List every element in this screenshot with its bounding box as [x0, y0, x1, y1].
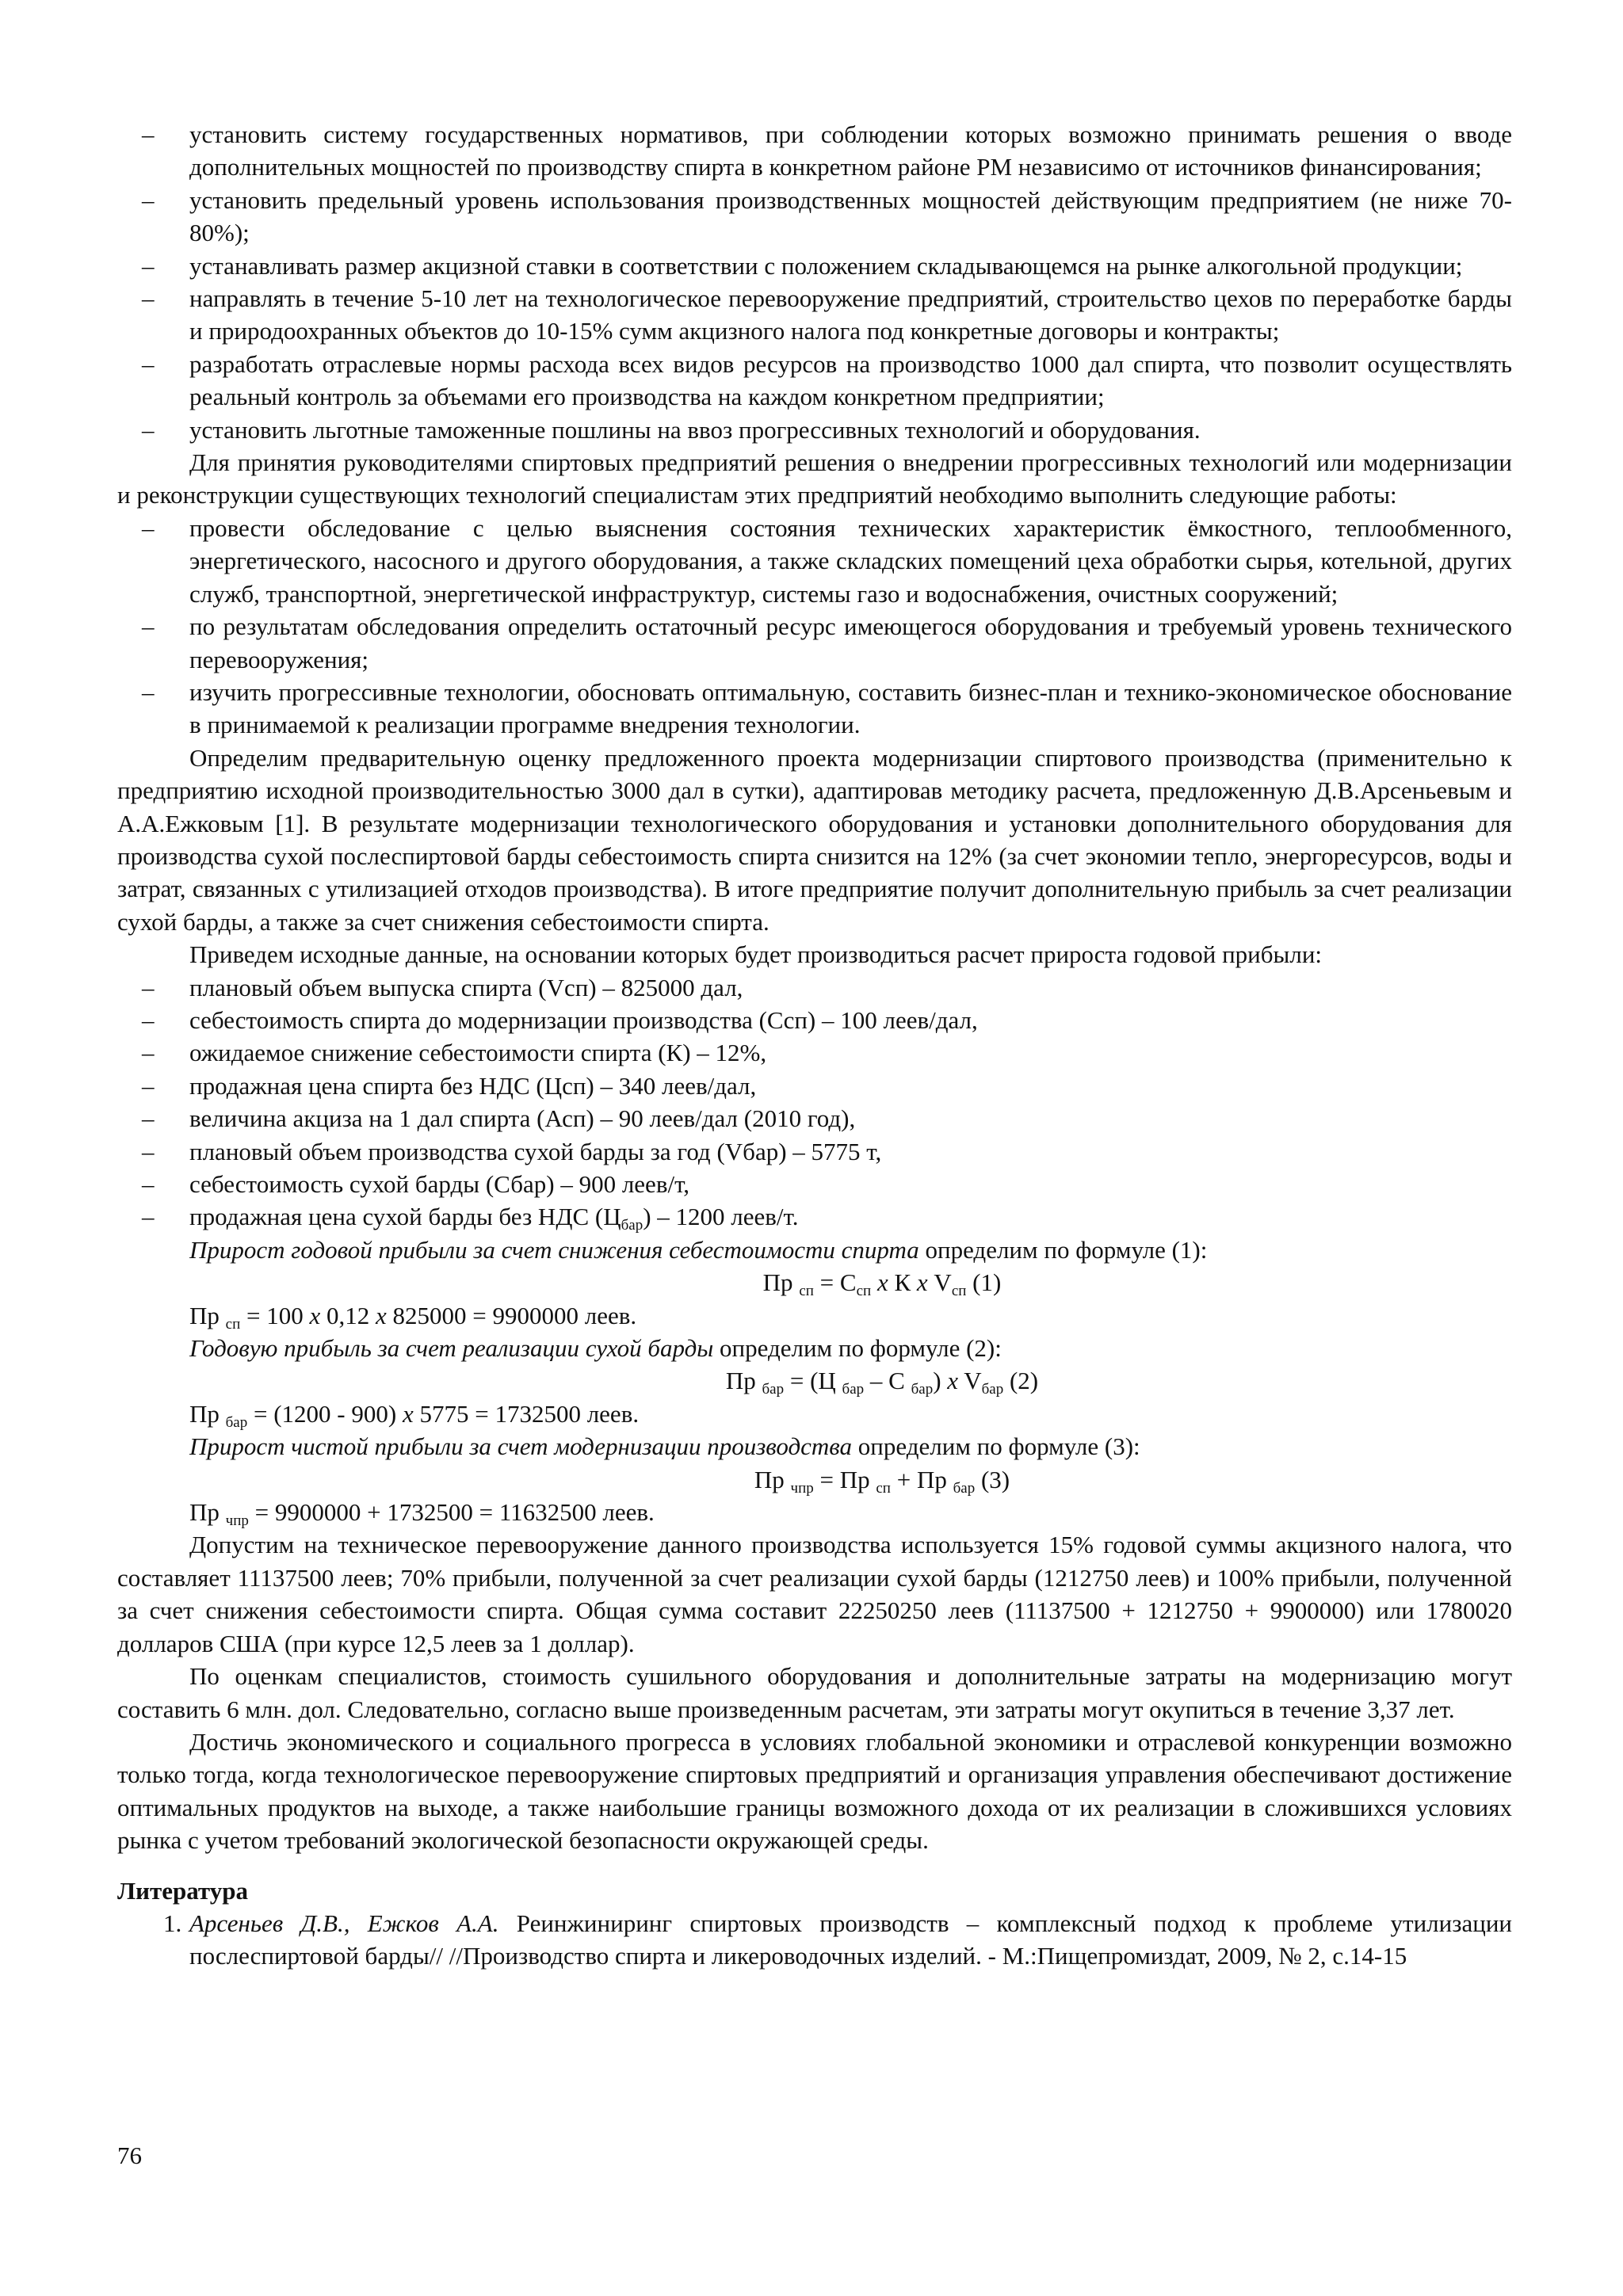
list-item-text: себестоимость спирта до модернизации производства (Сcп) – 100 леев/дал,	[189, 1005, 978, 1034]
list-item-text: по результатам обследования определить остаточный ресурс имеющегося оборудования и требуемый уровень технического перевооружения;	[189, 612, 1512, 673]
list-item	[117, 1168, 1512, 1200]
paragraph: Для принятия руководителями спиртовых предприятий решения о внедрении прогрессивных технологий или модернизации и реконструкции существующих технологий специалистам этих предприятий необходимо выполнить следующие работы:	[117, 448, 1512, 509]
list-item-text: устанавливать размер акцизной ставки в соответствии с положением складывающемся на рынке алкогольной продукции;	[189, 251, 1463, 280]
list-item-text: разработать отраслевые нормы расхода всех видов ресурсов на производство 1000 дал спирта, что позволит осуществлять реальный контроль за объемами его производства на каждом конкретном предприятии;	[189, 349, 1512, 411]
article-body	[117, 118, 1512, 1973]
list-item-text: провести обследование с целью выяснения состояния технических характеристик ёмкостного, теплообменного, энергетического, насосного и другого оборудования, а также складских помещений цеха обработки сырья, котельной, других служб, транспортной, энергетической инфраструктур, системы газо и водоснабжения, очистных сооружений;	[189, 513, 1512, 608]
formula-1-calculation: Пр $_{сп}$ = 100 x 0,12 x 825000 = 9900000 леев.	[189, 1301, 637, 1333]
paragraph: Приведем исходные данные, на основании которых будет производиться расчет прироста годовой прибыли:	[189, 940, 1323, 969]
formula-1: Пр $_{сп} = С_{сп}$ x К x $V_{сп}$ (1)	[762, 1268, 1002, 1300]
formula-2-intro: Годовую прибыль за счет реализации сухой барды определим по формуле (2):	[189, 1334, 1002, 1363]
list-item	[117, 1004, 1512, 1036]
measures-list	[117, 118, 1512, 446]
dash-marker: –	[142, 513, 155, 542]
list-item	[117, 414, 1512, 446]
dash-marker: –	[142, 677, 155, 706]
references-heading: Литература	[117, 1876, 248, 1905]
list-item-text: ожидаемое снижение себестоимости спирта (К) – 12%,	[189, 1039, 767, 1067]
works-list	[117, 512, 1512, 742]
list-item	[117, 512, 1512, 610]
dash-marker: –	[142, 1203, 155, 1231]
list-item	[117, 1036, 1512, 1069]
list-item-text: плановый объем выпуска спирта (Vсп) – 825000 дал,	[189, 973, 743, 1001]
list-item-text: установить систему государственных нормативов, при соблюдении которых возможно принимать решения о вводе дополнительных мощностей по производству спирта в конкретном районе РМ независимо от источников финансирования;	[189, 120, 1512, 181]
dash-marker: –	[142, 415, 155, 444]
list-item-text: продажная цена спирта без НДС (Цсп) – 340 леев/дал,	[189, 1071, 757, 1100]
list-item	[117, 610, 1512, 676]
dash-marker: –	[142, 185, 155, 214]
reference-number: 1.	[163, 1909, 182, 1937]
formula-3-intro: Прирост чистой прибыли за счет модернизации производства определим по формуле (3):	[189, 1432, 1140, 1461]
references-list	[117, 1907, 1512, 1973]
paragraph: Достичь экономического и социального прогресса в условиях глобальной экономики и отраслевой конкуренции возможно только тогда, когда технологическое перевооружение спиртовых предприятий и организация управления обеспечивают достижение оптимальных продуктов на выходе, а также наибольшие границы возможного дохода от их реализации в сложившихся условиях рынка с учетом требований экологической безопасности окружающей среды.	[117, 1727, 1512, 1855]
dash-marker: –	[142, 251, 155, 280]
page-number: 76	[117, 2142, 142, 2169]
formula-2: Пр $_{бар}$ = (Ц $_{бар}$ – С $_{бар}$) x $V_{бар}$ (2)	[725, 1367, 1039, 1398]
dash-marker: –	[142, 1137, 155, 1165]
list-item	[117, 348, 1512, 414]
dash-marker: –	[142, 612, 155, 641]
list-item-text: установить льготные таможенные пошлины на ввоз прогрессивных технологий и оборудования.	[189, 415, 1201, 444]
dash-marker: –	[142, 1170, 155, 1198]
dash-marker: –	[142, 1071, 155, 1100]
dash-marker: –	[142, 1005, 155, 1034]
reference-authors: Арсеньев Д.В., Ежков А.А.	[189, 1909, 499, 1937]
paragraph: По оценкам специалистов, стоимость сушильного оборудования и дополнительные затраты на модернизацию могут составить 6 млн. дол. Следовательно, согласно выше произведенным расчетам, эти затраты могут окупиться в течение 3,37 лет.	[117, 1662, 1512, 1723]
list-item-text: плановый объем производства сухой барды за год (Vбар) – 5775 т,	[189, 1137, 882, 1165]
list-item	[117, 282, 1512, 348]
formula-2-calculation: Пр $_{бар}$ = (1200 - 900) x 5775 = 1732500 леев.	[189, 1399, 640, 1431]
dash-marker: –	[142, 1039, 155, 1067]
list-item	[117, 971, 1512, 1004]
list-item-text: величина акциза на 1 дал спирта (Асп) – 90 леев/дал (2010 год),	[189, 1104, 856, 1133]
reference-item	[117, 1907, 1512, 1973]
list-item-text: продажная цена сухой барды без НДС $(Ц_{бар}) - 1200$ леев/т.	[189, 1203, 799, 1234]
dash-marker: –	[142, 120, 155, 148]
list-item	[117, 676, 1512, 742]
dash-marker: –	[142, 973, 155, 1001]
list-item	[117, 184, 1512, 250]
list-item	[117, 1200, 1512, 1233]
list-item	[117, 118, 1512, 184]
list-item-text: изучить прогрессивные технологии, обосновать оптимальную, составить бизнес-план и технико-экономическое обоснование в принимаемой к реализации программе внедрения технологии.	[189, 677, 1512, 739]
formula-1-intro: Прирост годовой прибыли за счет снижения себестоимости спирта определим по формуле (1):	[189, 1235, 1208, 1264]
list-item-text: установить предельный уровень использования производственных мощностей действующим предприятием (не ниже 70-80%);	[189, 185, 1512, 247]
list-item	[117, 1135, 1512, 1168]
dash-marker: –	[142, 284, 155, 313]
dash-marker: –	[142, 1104, 155, 1133]
input-data-list	[117, 971, 1512, 1234]
list-item	[117, 250, 1512, 282]
formula-3-calculation: Пр $_{чпр}$ = 9900000 + 1732500 = 11632500 леев.	[189, 1498, 655, 1530]
paragraph: Определим предварительную оценку предложенного проекта модернизации спиртового производства (применительно к предприятию исходной производительностью 3000 дал в сутки), адаптировав методику расчета, предложенную Д.В.Арсеньевым и А.А.Ежковым [1]. В результате модернизации технологического оборудования и установки дополнительного оборудования для производства сухой послеспиртовой барды себестоимость спирта снизится на 12% (за счет экономии тепло, энергоресурсов, воды и затрат, связанных с утилизацией отходов производства). В итоге предприятие получит дополнительную прибыль за счет реализации сухой барды, а также за счет снижения себестоимости спирта.	[117, 743, 1512, 936]
list-item-text: себестоимость сухой барды (Сбар) – 900 леев/т,	[189, 1170, 690, 1198]
list-item	[117, 1070, 1512, 1102]
list-item	[117, 1102, 1512, 1135]
list-item-text: направлять в течение 5-10 лет на технологическое перевооружение предприятий, строительство цехов по переработке барды и природоохранных объектов до 10-15% сумм акцизного налога под конкретные договоры и контракты;	[189, 284, 1512, 345]
reference-text: Реинжиниринг спиртовых производств – комплексный подход к проблеме утилизации послеспиртовой барды// //Производство спирта и ликероводочных изделий. - М.:Пищепромиздат, 2009, № 2, с.14-15	[189, 1909, 1513, 1970]
paragraph: Допустим на техническое перевооружение данного производства используется 15% годовой суммы акцизного налога, что составляет 11137500 леев; 70% прибыли, полученной за счет реализации сухой барды (1212750 леев) и 100% прибыли, полученной за счет снижения себестоимости спирта. Общая сумма составит 22250250 леев (11137500 + 1212750 + 9900000) или 1780020 долларов США (при курсе 12,5 леев за 1 доллар).	[117, 1531, 1512, 1657]
dash-marker: –	[142, 349, 155, 378]
formula-3: Пр $_{чпр}$ = Пр $_{сп}$ + Пр $_{бар}$ (3)	[754, 1465, 1010, 1497]
